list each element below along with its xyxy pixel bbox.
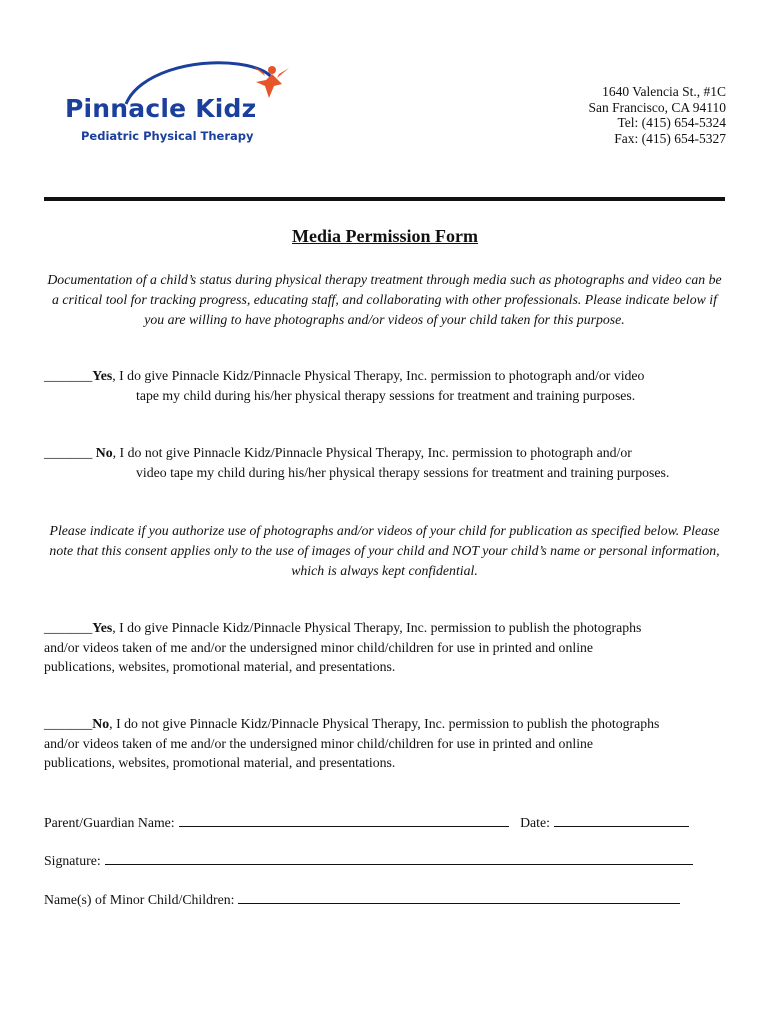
option-photo-yes-text-2: tape my child during his/her physical therapy sessions for treatment and training purposes. [136,387,636,403]
signature-label: Signature: [44,853,101,868]
children-row [44,890,680,908]
children-names-line[interactable] [238,890,680,904]
address-street: 1640 Valencia St., #1C [602,84,726,99]
option-photo-no-text-2: video tape my child during his/her physical therapy sessions for treatment and training purposes. [136,464,670,480]
option-photo-yes-blank[interactable]: _______ [44,368,93,383]
option-photo-yes [44,366,734,405]
option-publish-no-blank[interactable]: _______ [44,716,93,731]
date-line[interactable] [554,813,689,827]
signature-row [44,851,693,869]
company-address [589,84,727,146]
option-publish-no-text-2: and/or videos taken of me and/or the undersigned minor child/children for use in printed and online [44,735,594,751]
option-photo-no-blank[interactable]: _______ [44,445,96,460]
address-tel: Tel: (415) 654-5324 [617,115,726,130]
company-logo [60,52,290,152]
address-fax: Fax: (415) 654-5327 [614,130,726,146]
option-publish-no-text-1: , I do not give Pinnacle Kidz/Pinnacle Physical Therapy, Inc. permission to publish the photographs [109,716,660,731]
logo-tagline: Pediatric Physical Therapy [81,129,254,143]
children-names-label: Name(s) of Minor Child/Children: [44,892,235,907]
option-photo-no [44,443,734,482]
option-publish-no-label: No [92,716,110,731]
guardian-name-label: Parent/Guardian Name: [44,815,175,830]
option-photo-no-text-1: , I do not give Pinnacle Kidz/Pinnacle Physical Therapy, Inc. permission to photograph and/or [112,445,632,460]
guardian-name-line[interactable] [179,813,509,827]
option-publish-yes [44,618,734,677]
guardian-row [44,813,689,831]
option-publish-no-text-3: publications, websites, promotional material, and presentations. [44,755,396,770]
option-publish-yes-text-3: publications, websites, promotional material, and presentations. [44,659,396,674]
option-publish-yes-blank[interactable]: _______ [44,620,93,635]
address-city: San Francisco, CA 94110 [588,99,726,115]
page-title: Media Permission Form [292,226,478,246]
option-publish-no [44,714,734,773]
option-photo-no-label: No [95,445,113,460]
option-publish-yes-label: Yes [92,620,113,635]
option-photo-yes-text-1: , I do give Pinnacle Kidz/Pinnacle Physical Therapy, Inc. permission to photograph and/or video [112,368,645,383]
publication-note: Please indicate if you authorize use of photographs and/or videos of your child for publication as specified below. Please note that this consent applies only to the use of images of your child and NOT your child’s name or personal information, which is always kept confidential. [49,523,720,578]
option-publish-yes-text-2: and/or videos taken of me and/or the undersigned minor child/children for use in printed and online [44,639,594,655]
option-photo-yes-label: Yes [92,368,113,383]
date-label: Date: [520,815,550,830]
header-divider [44,197,725,201]
intro-paragraph: Documentation of a child’s status during physical therapy treatment through media such as photographs and video can be a critical tool for tracking progress, educating staff, and collaborating with other professionals. Please indicate below if you are willing to have photographs and/or videos of your child taken for this purpose. [47,272,722,327]
logo-name: Pinnacle Kidz [65,94,257,123]
option-publish-yes-text-1: , I do give Pinnacle Kidz/Pinnacle Physical Therapy, Inc. permission to publish the photographs [112,620,642,635]
signature-line[interactable] [105,851,693,865]
